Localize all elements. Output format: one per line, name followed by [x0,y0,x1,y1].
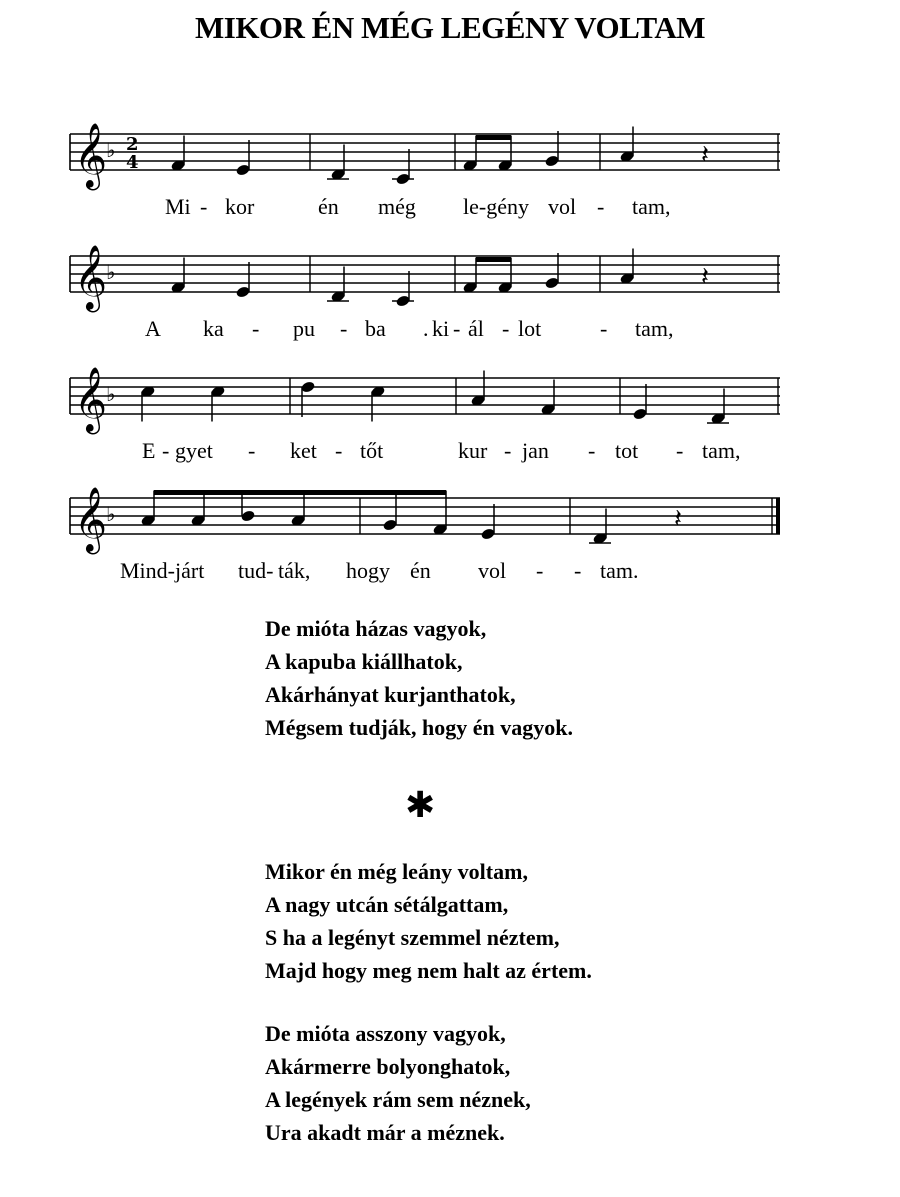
lyric-syllable: kor [225,194,255,219]
lyric-syllable: - [502,316,510,341]
staff-1 [60,118,800,192]
lyric-syllable: tam, [702,438,741,463]
lyric-syllable: - [248,438,256,463]
lyric-syllable: ki [432,316,450,341]
lyric-syllable: pu [293,316,315,341]
staff-3 [60,362,800,436]
lyric-syllable: - [676,438,684,463]
lyric-syllable: A [145,316,161,341]
verse-line: Majd hogy meg nem halt az értem. [265,958,592,983]
lyric-syllable: E [142,438,156,463]
lyrics-line-1 [60,194,800,222]
music-system-3 [60,362,800,463]
quarter-rest-icon: 𝄽 [674,504,682,534]
lyric-syllable: hogy [346,558,390,583]
lyric-syllable: én [318,194,339,219]
lyric-syllable: vol [478,558,507,583]
verse-line: De mióta asszony vagyok, [265,1021,506,1046]
lyrics-line-3 [60,438,800,466]
lyric-syllable: ka [203,316,224,341]
lyric-syllable: - [252,316,260,341]
verse-line: Mikor én még leány voltam, [265,859,528,884]
lyric-syllable: ba [365,316,386,341]
lyric-syllable: ket [290,438,317,463]
treble-clef-icon: 𝄞 [74,245,108,310]
quarter-rest-icon: 𝄽 [701,262,709,292]
verse-4 [265,1017,531,1149]
lyric-syllable: - [335,438,343,463]
music-system-2 [60,240,800,341]
verse-line: Akárhányat kurjanthatok, [265,682,516,707]
lyrics-line-4 [60,558,800,586]
lyric-syllable: tam, [635,316,674,341]
key-signature-flat-icon: ♭ [106,138,116,162]
lyric-syllable: Mind-járt [120,558,205,583]
lyric-syllable: még [378,194,416,219]
lyric-syllable: - [574,558,582,583]
lyric-syllable: - [536,558,544,583]
lyric-syllable: ták, [278,558,311,583]
lyric-syllable: vol [548,194,577,219]
verse-line: A kapuba kiállhatok, [265,649,463,674]
song-title: MIKOR ÉN MÉG LEGÉNY VOLTAM [195,10,705,45]
lyric-syllable: tam, [632,194,671,219]
verse-line: De mióta házas vagyok, [265,616,487,641]
lyric-syllable: . [423,316,429,341]
lyric-syllable: jan [522,438,549,463]
lyric-syllable: - [588,438,596,463]
treble-clef-icon: 𝄞 [74,123,108,188]
verse-line: Mégsem tudják, hogy én vagyok. [265,715,574,740]
lyric-syllable: tőt [360,438,384,463]
lyric-syllable: gyet [175,438,213,463]
treble-clef-icon: 𝄞 [74,487,108,552]
treble-clef-icon: 𝄞 [74,367,108,432]
lyric-syllable: Mi [165,194,191,219]
key-signature-flat-icon: ♭ [106,502,116,526]
lyric-syllable: - [162,438,170,463]
lyric-syllable: tot [615,438,639,463]
verse-2 [265,612,573,744]
lyric-syllable: kur [458,438,488,463]
lyric-syllable: - [504,438,512,463]
lyric-syllable: - [597,194,605,219]
key-signature-flat-icon: ♭ [106,260,116,284]
verse-line: Akármerre bolyonghatok, [265,1054,511,1079]
quarter-rest-icon: 𝄽 [701,140,709,170]
lyric-syllable: én [410,558,431,583]
music-system-1 [60,118,800,219]
music-system-4 [60,482,800,583]
lyric-syllable: - [200,194,208,219]
verse-3 [265,855,592,987]
staff-4 [60,482,800,556]
time-signature-bottom: 4 [126,152,139,173]
staff-2 [60,240,800,314]
verse-line: A nagy utcán sétálgattam, [265,892,509,917]
lyric-syllable: tam. [600,558,639,583]
lyric-syllable: lot [518,316,542,341]
verse-line: S ha a legényt szemmel néztem, [265,925,560,950]
lyric-syllable: ál [468,316,484,341]
time-signature-top: 2 [126,134,139,155]
lyric-syllable: - [600,316,608,341]
lyric-syllable: le-gény [463,194,529,219]
key-signature-flat-icon: ♭ [106,382,116,406]
asterisk-separator-icon: ✱ [405,785,436,826]
lyric-syllable: - [340,316,348,341]
verse-line: A legények rám sem néznek, [265,1087,531,1112]
verse-line: Ura akadt már a méznek. [265,1120,505,1145]
lyric-syllable: - [453,316,461,341]
lyric-syllable: tud- [238,558,274,583]
lyrics-line-2 [60,316,800,344]
